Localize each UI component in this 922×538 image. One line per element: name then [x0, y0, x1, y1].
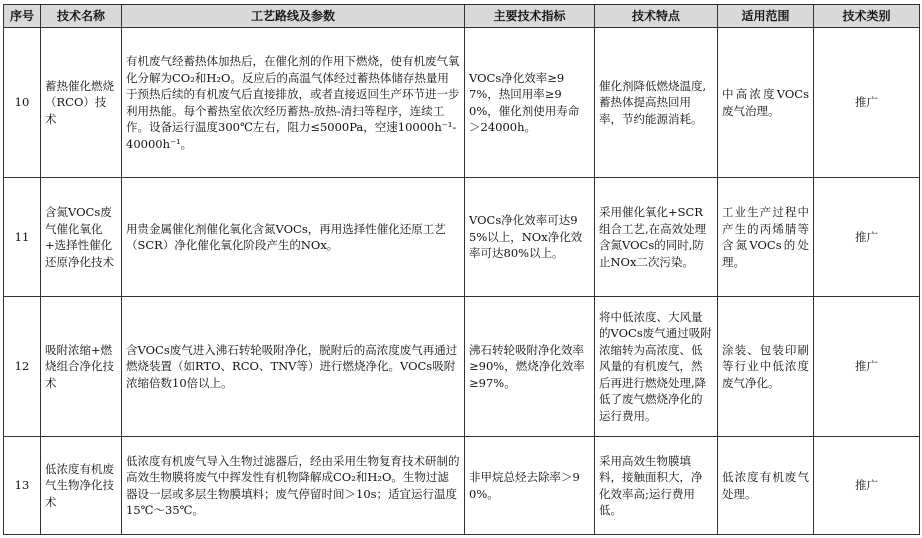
main-indicators: 沸石转轮吸附净化效率≥90%，燃烧净化效率≥97%。: [465, 297, 595, 437]
technology-name: 低浓度有机废气生物净化技术: [41, 437, 122, 535]
technology-category: 推广: [814, 437, 920, 535]
table-row: [4, 178, 920, 297]
application-scope: 中高浓度VOCs废气治理。: [718, 28, 814, 178]
technology-category: 推广: [814, 28, 920, 178]
application-scope: 低浓度有机废气处理。: [718, 437, 814, 535]
header-features: 技术特点: [595, 5, 718, 28]
row-number: 10: [4, 28, 41, 178]
technology-category: 推广: [814, 178, 920, 297]
technology-name: 吸附浓缩+燃烧组合净化技术: [41, 297, 122, 437]
technical-features: 催化剂降低燃烧温度,蓄热体提高热回用率，节约能源消耗。: [595, 28, 718, 178]
application-scope: 工业生产过程中产生的丙烯腈等含氮VOCs的处理。: [718, 178, 814, 297]
header-category: 技术类别: [814, 5, 920, 28]
table-row: [4, 437, 920, 535]
table-row: [4, 28, 920, 178]
table-row: [4, 297, 920, 437]
main-indicators: VOCs净化效率≥97%，热回用率≥90%，催化剂使用寿命＞24000h。: [465, 28, 595, 178]
technology-table: [3, 4, 920, 535]
technical-features: 采用催化氧化+SCR组合工艺,在高效处理含氮VOCs的同时,防止NOx二次污染。: [595, 178, 718, 297]
process-parameters: 有机废气经蓄热体加热后，在催化剂的作用下燃烧，使有机废气氧化分解为CO₂和H₂O。反应后的高温气体经过蓄热体储存热量用于预热后续的有机废气后直接排放，或者直接返回生产环节进一步利用热能。每个蓄热室依次经历蓄热-放热-清扫等程序，连续工作。设备运行温度300℃左右，阻力≤5000Pa，空速10000h⁻¹-40000h⁻¹。: [122, 28, 465, 178]
process-parameters: 用贵金属催化剂催化氧化含氮VOCs，再用选择性催化还原工艺（SCR）净化催化氧化阶段产生的NOx。: [122, 178, 465, 297]
header-no: 序号: [4, 5, 41, 28]
technical-features: 将中低浓度、大风量的VOCs废气通过吸附浓缩转为高浓度、低风量的有机废气，然后再进行燃烧处理,降低了废气燃烧净化的运行费用。: [595, 297, 718, 437]
process-parameters: 低浓度有机废气导入生物过滤器后，经由采用生物复育技术研制的高效生物膜将废气中挥发性有机物降解成CO₂和H₂O。生物过滤器设一层或多层生物膜填料；废气停留时间＞10s；适宜运行温度15℃～35℃。: [122, 437, 465, 535]
process-parameters: 含VOCs废气进入沸石转轮吸附净化，脱附后的高浓度废气再通过燃烧装置（如RTO、RCO、TNV等）进行燃烧净化。VOCs吸附浓缩倍数10倍以上。: [122, 297, 465, 437]
main-indicators: 非甲烷总烃去除率＞90%。: [465, 437, 595, 535]
technology-name: 蓄热催化燃烧（RCO）技术: [41, 28, 122, 178]
header-row: [4, 5, 920, 28]
main-indicators: VOCs净化效率可达95%以上，NOx净化效率可达80%以上。: [465, 178, 595, 297]
header-name: 技术名称: [41, 5, 122, 28]
technical-features: 采用高效生物膜填料，接触面积大，净化效率高;运行费用低。: [595, 437, 718, 535]
header-process: 工艺路线及参数: [122, 5, 465, 28]
header-scope: 适用范围: [718, 5, 814, 28]
application-scope: 涂装、包装印刷等行业中低浓度废气净化。: [718, 297, 814, 437]
row-number: 11: [4, 178, 41, 297]
header-indicators: 主要技术指标: [465, 5, 595, 28]
technology-category: 推广: [814, 297, 920, 437]
row-number: 12: [4, 297, 41, 437]
row-number: 13: [4, 437, 41, 535]
technology-name: 含氮VOCs废气催化氧化+选择性催化还原净化技术: [41, 178, 122, 297]
